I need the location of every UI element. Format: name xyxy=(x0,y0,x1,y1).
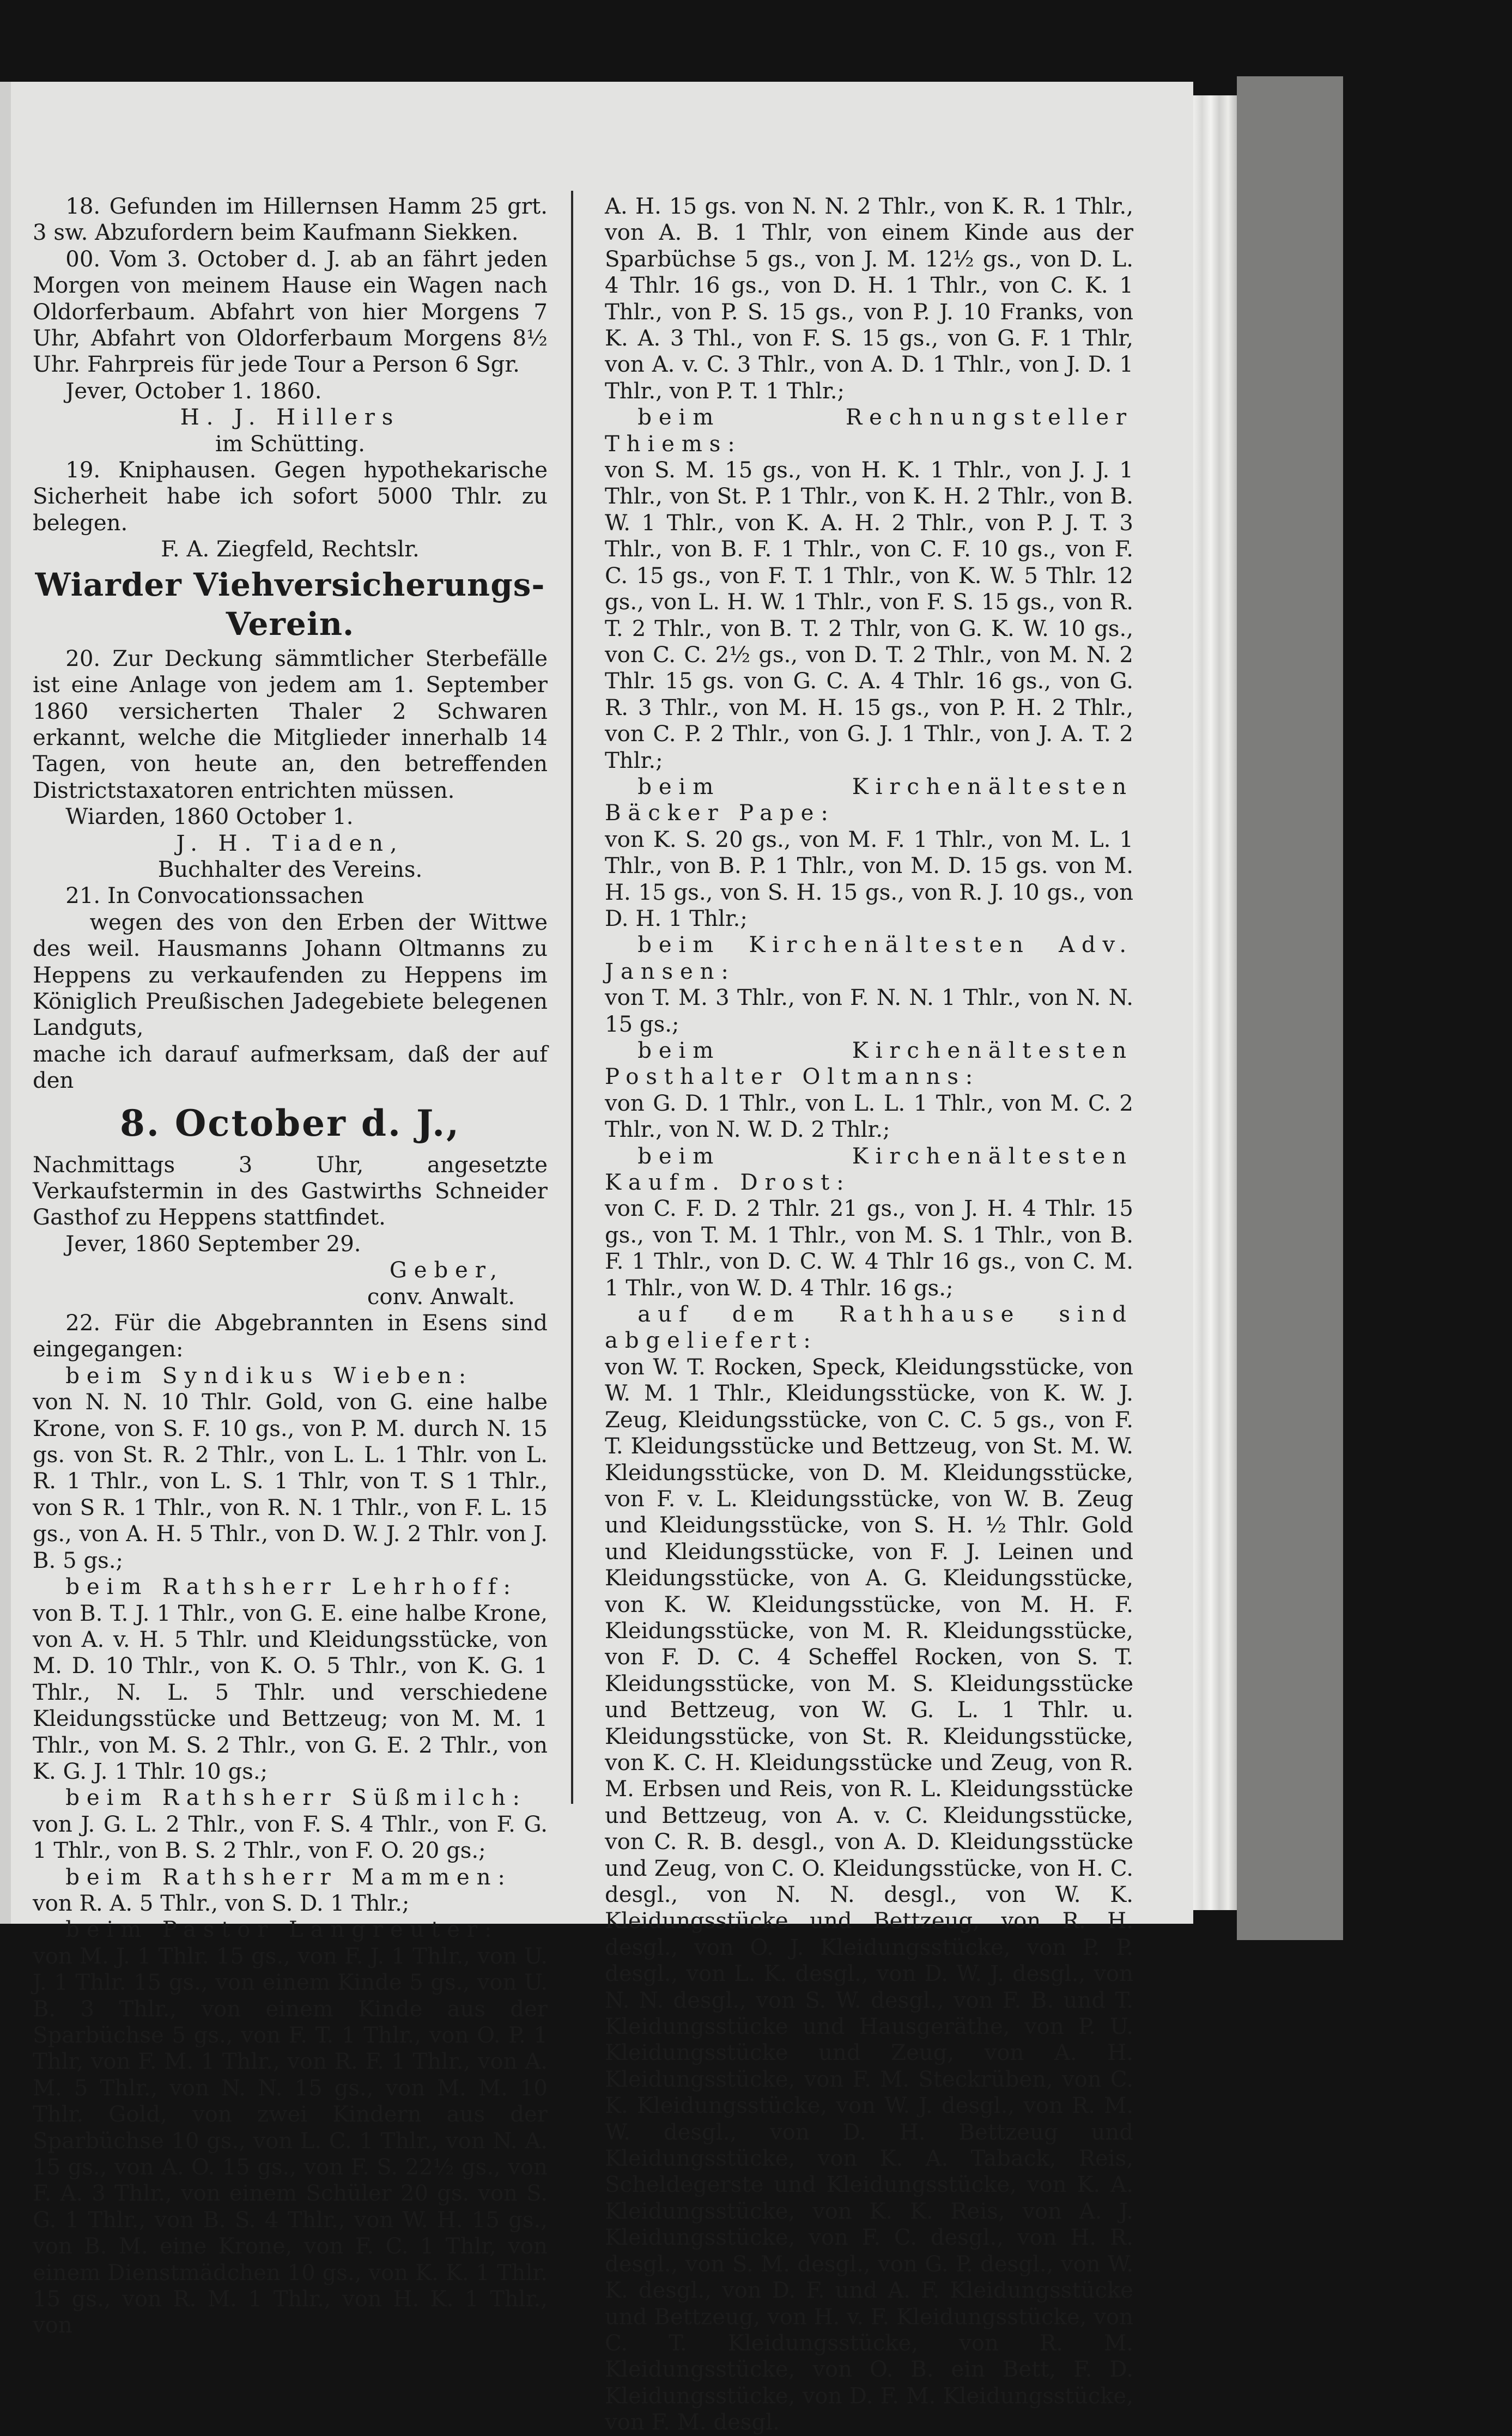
donation-list: A. H. 15 gs. von N. N. 2 Thlr., von K. R. 1 Thlr., von A. B. 1 Thlr, von einem Kinde aus der Sparbüchse 5 gs., von J. M. 12½ gs., von D. L. 4 Thlr. 16 gs., von D. H. 1 Thlr., von C. K. 1 Thlr., von P. S. 15 gs., von P. J. 10 Franks, von K. A. 3 Thl., von F. S. 15 gs., von G. F. 1 Thlr, von A. v. C. 3 Thlr., von A. D. 1 Thlr., von J. D. 1 Thlr., von P. T. 1 Thlr.; xyxy=(605,194,1133,404)
notice-21-signature: Geber, xyxy=(389,1258,504,1283)
donation-list: von B. T. J. 1 Thlr., von G. E. eine halbe Krone, von A. v. H. 5 Thlr. und Kleidungsstücke, von M. D. 10 Thlr., von K. O. 5 Thlr., von K. G. 1 Thlr., N. L. 5 Thlr. und verschiedene Kleidungsstücke und Bettzeug; von M. M. 1 Thlr., von M. S. 2 Thlr., von G. E. 2 Thlr., von K. G. J. 1 Thlr. 10 gs.; xyxy=(33,1601,548,1784)
notice-21-date: Jever, 1860 September 29. xyxy=(65,1231,361,1257)
notice-21-body-3: Nachmittags 3 Uhr, angesetzte Verkaufstermin in des Gastwirths Schneider Gasthof zu Heppens stattfindet. xyxy=(33,1152,548,1231)
notice-21: 21. In Convocationssachen xyxy=(65,883,365,909)
donation-list: von M. J. 1 Thlr. 15 gs., von F. J. 1 Thlr., von U. J. 1 Thlr. 15 gs., von einem Kinde 5 gs., von U. B. 3 Thlr., von einem Kinde aus der Sparbüchse 5 gs., von F. T. 1 Thlr., von O. P. 1 Thlr, von F. M. 1 Thlr., von R. F. 1 Thlr., von A. M. 5 Thlr., von N. N. 15 gs., von M. M. 10 Thlr. Gold, von zwei Kindern aus der Sparbüchse 10 gs., von L. C. 1 Thlr., von N. A. 15 gs., von A. O. 15 gs., von F. S. 22½ gs., von F. A. 3 Thlr., von einem Schüler 20 gs. von S. G. 1 Thlr., von B. S. 4 Thlr., von W. H. 15 gs., von B. M. eine Krone, von F. C. 1 Thlr, von einem Dienstmädchen 10 gs., von K. K. 1 Thlr. 15 gs., von R. M. 1 Thlr., von H. K. 1 Thlr., von xyxy=(33,1943,548,2338)
book-cover-edge xyxy=(1237,76,1343,1940)
donation-heading: beim Rechnungsteller Thiems: xyxy=(605,405,1133,457)
donation-heading: beim Rathsherr Süßmilch: xyxy=(65,1785,527,1811)
notice-21-body-2: mache ich darauf aufmerksam, daß der auf den xyxy=(33,1041,548,1094)
notice-00-signature-place: im Schütting. xyxy=(215,431,366,457)
donation-list: von N. N. 10 Thlr. Gold, von G. eine halbe Krone, von S. F. 10 gs., von P. M. durch N. 15 gs. von St. R. 2 Thlr., von L. L. 1 Thlr. von L. R. 1 Thlr., von L. S. 1 Thlr, von T. S 1 Thlr., von S R. 1 Thlr., von R. N. 1 Thlr., von F. L. 15 gs., von A. H. 5 Thlr., von D. W. J. 2 Thlr. von J. B. 5 gs.; xyxy=(33,1390,548,1573)
donation-heading: beim Kirchenältesten Kaufm. Drost: xyxy=(605,1143,1133,1196)
donation-list: von J. G. L. 2 Thlr., von F. S. 4 Thlr., von F. G. 1 Thlr., von B. S. 2 Thlr., von F. O. 20 gs.; xyxy=(33,1811,548,1864)
donation-heading: beim Kirchenältesten Posthalter Oltmanns: xyxy=(605,1038,1133,1090)
column-divider xyxy=(571,191,573,1804)
donation-list: von S. M. 15 gs., von H. K. 1 Thlr., von J. J. 1 Thlr., von St. P. 1 Thlr., von K. H. 2 Thlr., von B. W. 1 Thlr., von K. A. H. 2 Thlr., von P. J. T. 3 Thlr., von B. F. 1 Thlr., von C. F. 10 gs., von F. C. 15 gs., von F. T. 1 Thlr., von K. W. 5 Thlr. 12 gs., von L. H. W. 1 Thlr., von F. S. 15 gs., von R. T. 2 Thlr., von B. T. 2 Thlr, von G. K. W. 10 gs., von C. C. 2½ gs., von D. T. 2 Thlr., von M. N. 2 Thlr. 15 gs. von G. C. A. 4 Thlr. 16 gs., von G. R. 3 Thlr., von M. H. 15 gs., von P. H. 2 Thlr., von C. P. 2 Thlr., von G. J. 1 Thlr., von J. A. T. 2 Thlr.; xyxy=(605,458,1133,773)
notice-00-date: Jever, October 1. 1860. xyxy=(65,378,322,404)
notice-00: 00. Vom 3. October d. J. ab an fährt jeden Morgen von meinem Hause ein Wagen nach Oldorferbaum. Abfahrt von hier Morgens 7 Uhr, Abfahrt von Oldorferbaum Morgens 8½ Uhr. Fahrpreis für jede Tour a Person 6 Sgr. xyxy=(33,246,548,378)
notice-22: 22. Für die Abgebrannten in Esens sind eingegangen: xyxy=(33,1311,548,1362)
section-heading: Wiarder Viehversicherungs-Verein. xyxy=(35,566,545,643)
notice-20-signature: J. H. Tiaden, xyxy=(176,831,404,856)
notice-21-date-banner: 8. October d. J., xyxy=(119,1101,461,1144)
notice-19: 19. Kniphausen. Gegen hypothekarische Sicherheit habe ich sofort 5000 Thlr. zu belegen. xyxy=(33,458,548,536)
donation-heading: beim Kirchenältesten Adv. Jansen: xyxy=(605,932,1133,984)
donation-list: von R. A. 5 Thlr., von S. D. 1 Thlr.; xyxy=(33,1890,410,1916)
notice-20: 20. Zur Deckung sämmtlicher Sterbefälle ist eine Anlage von jedem am 1. September 1860 versicherten Thaler 2 Schwaren erkannt, welche die Mitglieder innerhalb 14 Tagen, von heute an, den betreffenden Districtstaxatoren entrichten müssen. xyxy=(33,646,548,803)
page-stack-edge xyxy=(1193,95,1237,1910)
donation-heading: beim Pastor Langreuter: xyxy=(65,1917,499,1943)
notice-21-body: wegen des von den Erben der Wittwe des weil. Hausmanns Johann Oltmanns zu Heppens zu verkaufenden zu Heppens im Königlich Preußischen Jadegebiete belegenen Landguts, xyxy=(33,910,548,1041)
donation-list: von G. D. 1 Thlr., von L. L. 1 Thlr., von M. C. 2 Thlr., von N. W. D. 2 Thlr.; xyxy=(605,1090,1133,1143)
right-column xyxy=(605,193,1133,2436)
notice-20-signature-title: Buchhalter des Vereins. xyxy=(157,857,423,882)
donation-list: von K. S. 20 gs., von M. F. 1 Thlr., von M. L. 1 Thlr., von B. P. 1 Thlr., von M. D. 15 gs. von M. H. 15 gs., von S. H. 15 gs., von R. J. 10 gs., von D. H. 1 Thlr.; xyxy=(605,827,1133,931)
donation-heading: beim Kirchenältesten Bäcker Pape: xyxy=(605,774,1133,826)
donation-heading: beim Syndikus Wieben: xyxy=(65,1363,473,1389)
donation-heading: beim Rathsherr Lehrhoff: xyxy=(65,1574,518,1600)
donation-list: von T. M. 3 Thlr., von F. N. N. 1 Thlr., von N. N. 15 gs.; xyxy=(605,985,1133,1037)
notice-21-signature-title: conv. Anwalt. xyxy=(367,1284,515,1310)
donation-list: von W. T. Rocken, Speck, Kleidungsstücke, von W. M. 1 Thlr., Kleidungsstücke, von K. W. J. Zeug, Kleidungsstücke, von C. C. 5 gs., von F. T. Kleidungsstücke und Bettzeug, von St. M. W. Kleidungsstücke, von D. M. Kleidungsstücke, von F. v. L. Kleidungsstücke, von W. B. Zeug und Kleidungsstücke, von S. H. ½ Thlr. Gold und Kleidungsstücke, von F. J. Leinen und Kleidungsstücke, von A. G. Kleidungsstücke, von K. W. Kleidungsstücke, von M. H. F. Kleidungsstücke, von M. R. Kleidungsstücke, von F. D. C. 4 Scheffel Rocken, von S. T. Kleidungsstücke, von M. S. Kleidungsstücke und Bettzeug, von W. G. L. 1 Thlr. u. Kleidungsstücke, von St. R. Kleidungsstücke, von K. C. H. Kleidungsstücke und Zeug, von R. M. Erbsen und Reis, von R. L. Kleidungsstücke und Bettzeug, von A. v. C. Kleidungsstücke, von C. R. B. desgl., von A. D. Kleidungsstücke und Zeug, von C. O. Kleidungsstücke, von H. C. desgl., von N. N. desgl., von W. K. Kleidungsstücke und Bettzeug, von R. H. desgl., von O. J. Kleidungsstücke, von P. P. desgl., von L. K. desgl., von D. W. J. desgl., von N. N. desgl., von S. W. desgl., von F. B. und T. Kleidungsstücke und Hausgeräthe, von P. U. Kleidungsstücke und Zeug, von A. H. Kleidungsstücke, von F. M. Steckrüben, von C. K. Kleidungsstücke, von W. J. desgl., von R. M. W. desgl., von D. H. Bettzeug und Kleidungsstücke, von K. A. Taback, Reis, Scheldegerste und Kleidungsstücke, von K. A. Kleidungsstücke, von K. K. Reis, von A. J. Kleidungsstücke, von F. C. desgl., von H. R. desgl., von S. M. desgl., von G. P. desgl., von W. K. desgl., von D. F. und A. F. Kleidungsstücke und Bettzeug, von H. v. F. Kleidungsstücke, von C. T. Kleidungsstücke, von R. M. Kleidungsstücke, von O. B. ein Bett, F. D. Kleidungsstücke, von D. F. M. Kleidungsstücke, von F. M. desgl. xyxy=(605,1354,1133,2435)
donation-list: von C. F. D. 2 Thlr. 21 gs., von J. H. 4 Thlr. 15 gs., von T. M. 1 Thlr., von M. S. 1 Thlr., von B. F. 1 Thlr., von D. C. W. 4 Thlr 16 gs., von C. M. 1 Thlr., von W. D. 4 Thlr. 16 gs.; xyxy=(605,1196,1133,1301)
donation-heading: beim Rathsherr Mammen: xyxy=(65,1864,512,1890)
notice-18: 18. Gefunden im Hillernsen Hamm 25 grt. 3 sw. Abzufordern beim Kaufmann Siekken. xyxy=(33,194,548,246)
donation-heading: auf dem Rathhause sind abgeliefert: xyxy=(605,1302,1133,1354)
left-column xyxy=(33,193,548,2339)
notice-20-date: Wiarden, 1860 October 1. xyxy=(65,804,354,830)
notice-00-signature: H. J. Hillers xyxy=(180,405,400,431)
notice-19-signature: F. A. Ziegfeld, Rechtslr. xyxy=(161,537,420,562)
